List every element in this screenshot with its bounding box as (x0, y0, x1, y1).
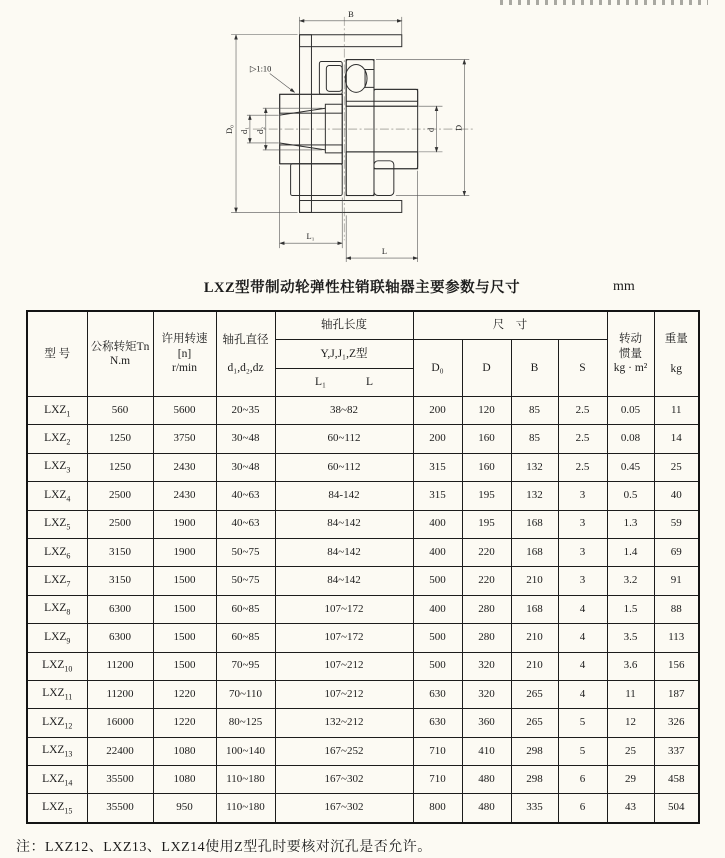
value-cell: 1500 (153, 595, 216, 623)
value-cell: 298 (511, 766, 558, 794)
model-cell: $LXZ_{10}$ (27, 652, 87, 680)
value-cell: 43 (607, 794, 654, 823)
value-cell: 168 (511, 538, 558, 566)
value-cell: 14 (654, 425, 699, 453)
value-cell: 25 (607, 737, 654, 765)
model-cell: $LXZ_{12}$ (27, 709, 87, 737)
value-cell: 1.4 (607, 538, 654, 566)
model-cell: $LXZ_{13}$ (27, 737, 87, 765)
value-cell: 110~180 (216, 794, 275, 823)
value-cell: 91 (654, 567, 699, 595)
value-cell: 60~112 (275, 453, 413, 481)
value-cell: 200 (413, 397, 462, 425)
value-cell: 11 (654, 397, 699, 425)
table-title-row (26, 276, 698, 296)
dim-label-l: L (381, 246, 388, 257)
value-cell: 210 (511, 624, 558, 652)
model-cell: $LXZ_9$ (27, 624, 87, 652)
value-cell: 480 (462, 766, 511, 794)
value-cell: 500 (413, 624, 462, 652)
value-cell: 2500 (87, 482, 153, 510)
value-cell: 500 (413, 567, 462, 595)
dim-label-d0: D₀ (224, 124, 235, 135)
value-cell: 195 (462, 510, 511, 538)
value-cell: 60~85 (216, 624, 275, 652)
table-row (27, 567, 699, 595)
value-cell: 50~75 (216, 538, 275, 566)
value-cell: 2.5 (558, 425, 607, 453)
value-cell: 107~172 (275, 595, 413, 623)
header-dim-s: S (558, 340, 607, 397)
value-cell: 5600 (153, 397, 216, 425)
spec-table-head (27, 311, 699, 397)
value-cell: 337 (654, 737, 699, 765)
value-cell: 84~142 (275, 538, 413, 566)
value-cell: 2430 (153, 453, 216, 481)
footnote: 注：LXZ12、LXZ13、LXZ14使用Z型孔时要核对沉孔是否允许。 (16, 840, 432, 855)
centerlines (253, 17, 473, 240)
table-row (27, 453, 699, 481)
value-cell: 1500 (153, 624, 216, 652)
value-cell: 1500 (153, 652, 216, 680)
page-title: LXZ型带制动轮弹性柱销联轴器主要参数与尺寸 (203, 280, 521, 296)
value-cell: 200 (413, 425, 462, 453)
spec-table (26, 310, 700, 824)
value-cell: 335 (511, 794, 558, 823)
value-cell: 3 (558, 567, 607, 595)
value-cell: 5 (558, 709, 607, 737)
value-cell: 132 (511, 482, 558, 510)
value-cell: 298 (511, 737, 558, 765)
value-cell: 400 (413, 538, 462, 566)
value-cell: 59 (654, 510, 699, 538)
value-cell: 6300 (87, 624, 153, 652)
dim-l (346, 171, 417, 262)
value-cell: 210 (511, 652, 558, 680)
table-row (27, 652, 699, 680)
value-cell: 3150 (87, 567, 153, 595)
model-cell: $LXZ_4$ (27, 482, 87, 510)
table-row (27, 538, 699, 566)
model-cell: $LXZ_6$ (27, 538, 87, 566)
value-cell: 84~142 (275, 510, 413, 538)
value-cell: 326 (654, 709, 699, 737)
table-row (27, 595, 699, 623)
value-cell: 265 (511, 680, 558, 708)
value-cell: 20~35 (216, 397, 275, 425)
value-cell: 120 (462, 397, 511, 425)
value-cell: 1500 (153, 567, 216, 595)
value-cell: 113 (654, 624, 699, 652)
header-bore-diameter: 轴孔直径 d₁,d₂,dz (216, 311, 275, 397)
header-weight: 重量 kg (654, 311, 699, 397)
value-cell: 70~95 (216, 652, 275, 680)
value-cell: 0.5 (607, 482, 654, 510)
value-cell: 60~85 (216, 595, 275, 623)
table-row (27, 766, 699, 794)
value-cell: 167~302 (275, 766, 413, 794)
value-cell: 100~140 (216, 737, 275, 765)
header-dim-b: B (511, 340, 558, 397)
dim-label-flange-d: D (453, 124, 464, 132)
header-bore-length-types: Y,J,J₁,Z型 (275, 340, 413, 369)
value-cell: 4 (558, 652, 607, 680)
value-cell: 630 (413, 709, 462, 737)
value-cell: 160 (462, 425, 511, 453)
header-dim-d: D (462, 340, 511, 397)
taper-callout (250, 63, 295, 92)
unit-label: mm (613, 279, 635, 294)
value-cell: 40 (654, 482, 699, 510)
table-row (27, 482, 699, 510)
value-cell: 11200 (87, 680, 153, 708)
value-cell: 315 (413, 482, 462, 510)
value-cell: 80~125 (216, 709, 275, 737)
value-cell: 167~302 (275, 794, 413, 823)
header-torque: 公称转矩Tn N.m (87, 311, 153, 397)
header-speed: 许用转速 [n] r/min (153, 311, 216, 397)
value-cell: 0.08 (607, 425, 654, 453)
value-cell: 29 (607, 766, 654, 794)
table-row (27, 425, 699, 453)
table-row (27, 709, 699, 737)
model-cell: $LXZ_5$ (27, 510, 87, 538)
value-cell: 85 (511, 425, 558, 453)
value-cell: 220 (462, 538, 511, 566)
table-row (27, 510, 699, 538)
value-cell: 320 (462, 652, 511, 680)
value-cell: 132 (511, 453, 558, 481)
header-model: 型 号 (27, 311, 87, 397)
value-cell: 1.3 (607, 510, 654, 538)
value-cell: 265 (511, 709, 558, 737)
value-cell: 107~212 (275, 652, 413, 680)
value-cell: 1250 (87, 425, 153, 453)
value-cell: 156 (654, 652, 699, 680)
value-cell: 168 (511, 595, 558, 623)
value-cell: 410 (462, 737, 511, 765)
value-cell: 560 (87, 397, 153, 425)
dim-label-d: d (425, 127, 436, 133)
value-cell: 69 (654, 538, 699, 566)
value-cell: 2500 (87, 510, 153, 538)
value-cell: 4 (558, 624, 607, 652)
dim-flange-d (376, 60, 469, 196)
value-cell: 2430 (153, 482, 216, 510)
value-cell: 160 (462, 453, 511, 481)
value-cell: 0.05 (607, 397, 654, 425)
table-row (27, 624, 699, 652)
model-cell: $LXZ_3$ (27, 453, 87, 481)
value-cell: 950 (153, 794, 216, 823)
value-cell: 30~48 (216, 453, 275, 481)
value-cell: 3750 (153, 425, 216, 453)
value-cell: 3150 (87, 538, 153, 566)
model-cell: $LXZ_8$ (27, 595, 87, 623)
model-cell: $LXZ_{11}$ (27, 680, 87, 708)
model-cell: $LXZ_1$ (27, 397, 87, 425)
value-cell: 40~63 (216, 482, 275, 510)
value-cell: 210 (511, 567, 558, 595)
value-cell: 85 (511, 397, 558, 425)
dim-b (300, 9, 402, 35)
spec-table-body (27, 397, 699, 823)
header-inertia: 转动 惯量 kg · m² (607, 311, 654, 397)
elastic-pin (326, 65, 374, 93)
value-cell: 30~48 (216, 425, 275, 453)
value-cell: 1220 (153, 709, 216, 737)
value-cell: 70~110 (216, 680, 275, 708)
value-cell: 5 (558, 737, 607, 765)
value-cell: 107~172 (275, 624, 413, 652)
value-cell: 500 (413, 652, 462, 680)
value-cell: 280 (462, 624, 511, 652)
value-cell: 195 (462, 482, 511, 510)
value-cell: 6 (558, 794, 607, 823)
brake-drum (300, 35, 402, 213)
value-cell: 458 (654, 766, 699, 794)
model-cell: $LXZ_{14}$ (27, 766, 87, 794)
value-cell: 84-142 (275, 482, 413, 510)
model-cell: $LXZ_{15}$ (27, 794, 87, 823)
dim-d0 (224, 35, 298, 213)
value-cell: 1900 (153, 510, 216, 538)
value-cell: 11200 (87, 652, 153, 680)
coupling-section-drawing (222, 2, 522, 270)
value-cell: 320 (462, 680, 511, 708)
value-cell: 4 (558, 595, 607, 623)
value-cell: 3 (558, 510, 607, 538)
value-cell: 12 (607, 709, 654, 737)
header-dimensions-group: 尺 寸 (413, 311, 607, 340)
value-cell: 630 (413, 680, 462, 708)
right-half-coupling (346, 60, 417, 196)
table-row (27, 680, 699, 708)
value-cell: 168 (511, 510, 558, 538)
value-cell: 504 (654, 794, 699, 823)
value-cell: 710 (413, 766, 462, 794)
value-cell: 84~142 (275, 567, 413, 595)
clipped-text-fragment (500, 0, 708, 5)
value-cell: 3.6 (607, 652, 654, 680)
dim-label-d1: d₁ (238, 126, 249, 135)
value-cell: 3 (558, 482, 607, 510)
value-cell: 16000 (87, 709, 153, 737)
value-cell: 35500 (87, 766, 153, 794)
value-cell: 38~82 (275, 397, 413, 425)
value-cell: 800 (413, 794, 462, 823)
dim-label-b: B (348, 8, 354, 19)
value-cell: 3.5 (607, 624, 654, 652)
value-cell: 400 (413, 595, 462, 623)
value-cell: 0.45 (607, 453, 654, 481)
model-cell: $LXZ_7$ (27, 567, 87, 595)
value-cell: 132~212 (275, 709, 413, 737)
header-l1-l: L₁ L (275, 369, 413, 397)
value-cell: 315 (413, 453, 462, 481)
value-cell: 480 (462, 794, 511, 823)
value-cell: 1220 (153, 680, 216, 708)
value-cell: 710 (413, 737, 462, 765)
value-cell: 3.2 (607, 567, 654, 595)
value-cell: 3 (558, 538, 607, 566)
value-cell: 60~112 (275, 425, 413, 453)
value-cell: 1080 (153, 766, 216, 794)
value-cell: 88 (654, 595, 699, 623)
value-cell: 40~63 (216, 510, 275, 538)
value-cell: 4 (558, 680, 607, 708)
value-cell: 25 (654, 453, 699, 481)
value-cell: 2.5 (558, 453, 607, 481)
value-cell: 280 (462, 595, 511, 623)
value-cell: 220 (462, 567, 511, 595)
value-cell: 11 (607, 680, 654, 708)
table-row (27, 737, 699, 765)
value-cell: 22400 (87, 737, 153, 765)
value-cell: 1.5 (607, 595, 654, 623)
value-cell: 35500 (87, 794, 153, 823)
value-cell: 360 (462, 709, 511, 737)
dim-d (419, 106, 443, 152)
value-cell: 2.5 (558, 397, 607, 425)
value-cell: 107~212 (275, 680, 413, 708)
header-bore-length: 轴孔长度 (275, 311, 413, 340)
value-cell: 167~252 (275, 737, 413, 765)
value-cell: 6 (558, 766, 607, 794)
value-cell: 110~180 (216, 766, 275, 794)
value-cell: 6300 (87, 595, 153, 623)
value-cell: 187 (654, 680, 699, 708)
table-row (27, 794, 699, 823)
table-row (27, 397, 699, 425)
value-cell: 50~75 (216, 567, 275, 595)
dim-label-d2: d₂ (254, 126, 265, 135)
value-cell: 1900 (153, 538, 216, 566)
header-dim-d0: D₀ (413, 340, 462, 397)
value-cell: 1250 (87, 453, 153, 481)
value-cell: 1080 (153, 737, 216, 765)
model-cell: $LXZ_2$ (27, 425, 87, 453)
dim-label-l1: L₁ (306, 231, 315, 242)
value-cell: 400 (413, 510, 462, 538)
taper-label: ▷1:10 (249, 63, 272, 74)
